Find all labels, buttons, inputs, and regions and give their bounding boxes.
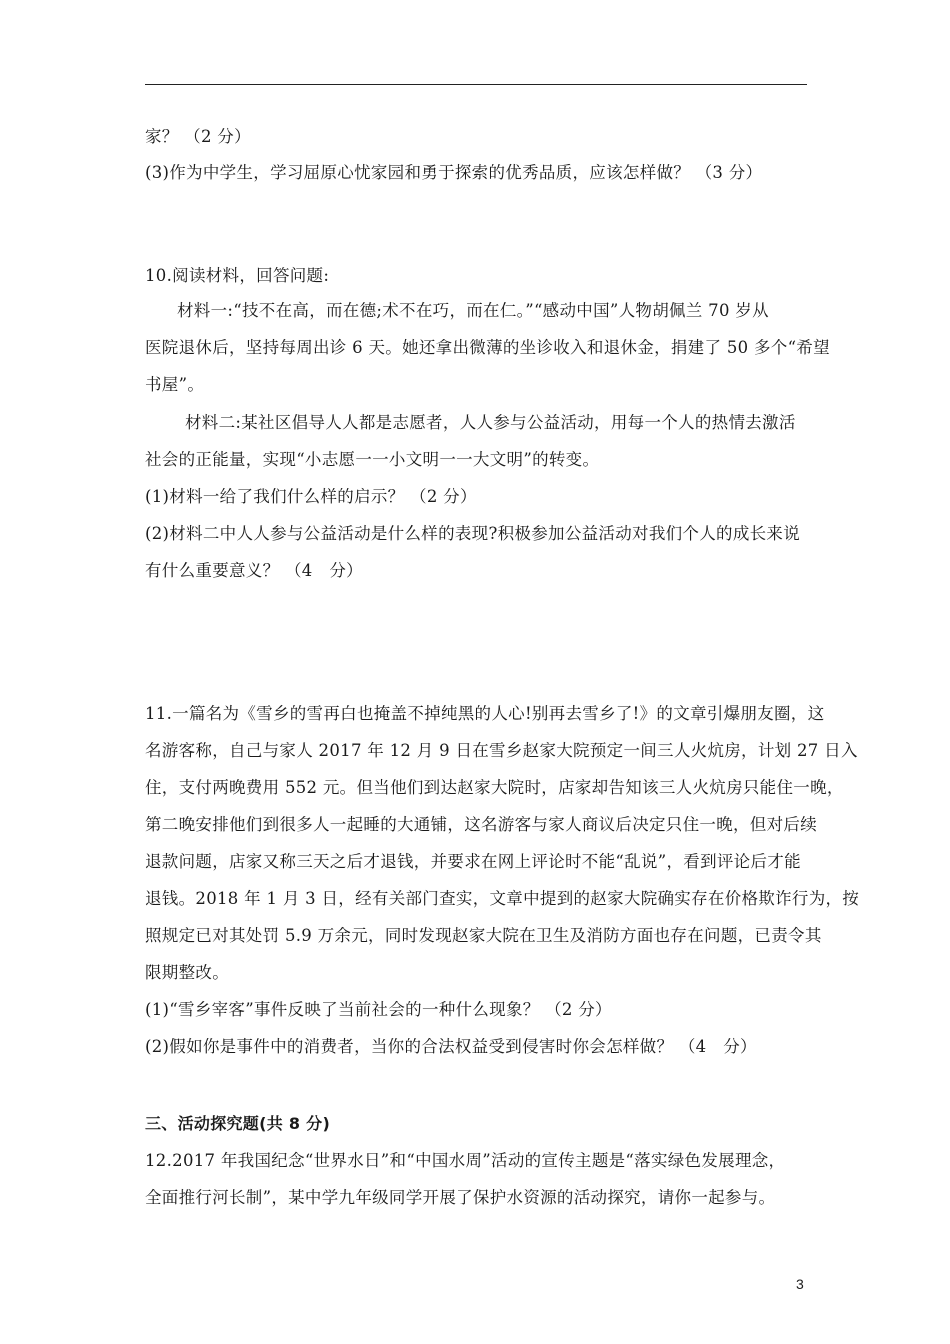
header-rule [145, 84, 807, 85]
text-line: (1)材料一给了我们什么样的启示？ （2 分） [145, 487, 477, 506]
text-line: 材料一:“技不在高，而在德;术不在巧，而在仁。”“感动中国”人物胡佩兰 70 岁从 [177, 301, 769, 320]
text-line: 退款问题，店家又称三天之后才退钱，并要求在网上评论时不能“乱说”，看到评论后才能 [145, 852, 801, 871]
page-number: 3 [796, 1276, 804, 1292]
section-heading: 三、活动探究题(共 8 分) [145, 1114, 331, 1133]
text-line: 照规定已对其处罚 5.9 万余元，同时发现赵家大院在卫生及消防方面也存在问题，已责令其 [145, 926, 822, 945]
text-line: 医院退休后，坚持每周出诊 6 天。她还拿出微薄的坐诊收入和退休金，捐建了 50 多个“希望 [145, 338, 830, 357]
text-line: (1)“雪乡宰客”事件反映了当前社会的一种什么现象？ （2 分） [145, 1000, 612, 1019]
text-line: 退钱。2018 年 1 月 3 日，经有关部门查实，文章中提到的赵家大院确实存在价格欺诈行为，按 [145, 889, 860, 908]
text-line: (3)作为中学生，学习屈原心忧家园和勇于探索的优秀品质，应该怎样做？ （3 分） [145, 163, 763, 182]
text-line: 限期整改。 [145, 963, 229, 982]
text-line: 全面推行河长制”，某中学九年级同学开展了保护水资源的活动探究，请你一起参与。 [145, 1188, 776, 1207]
text-line: (2)材料二中人人参与公益活动是什么样的表现?积极参加公益活动对我们个人的成长来说 [145, 524, 801, 543]
text-line: 材料二:某社区倡导人人都是志愿者，人人参与公益活动，用每一个人的热情去激活 [185, 413, 796, 432]
text-line: 社会的正能量，实现“小志愿一一小文明一一大文明”的转变。 [145, 450, 600, 469]
text-line: 名游客称，自己与家人 2017 年 12 月 9 日在雪乡赵家大院预定一间三人火炕房，计划 27 日入 [145, 741, 858, 760]
text-line: 有什么重要意义？ （4 分） [145, 561, 363, 580]
text-line: 住，支付两晚费用 552 元。但当他们到达赵家大院时，店家却告知该三人火炕房只能住一晚， [145, 778, 844, 797]
text-line: 家？ （2 分） [145, 127, 251, 146]
text-line: 第二晚安排他们到很多人一起睡的大通铺，这名游客与家人商议后决定只住一晚，但对后续 [145, 815, 817, 834]
text-line: 12.2017 年我国纪念“世界水日”和“中国水周”活动的宣传主题是“落实绿色发展理念， [145, 1151, 786, 1170]
question-heading: 10.阅读材料，回答问题: [145, 266, 330, 285]
text-line: 书屋”。 [145, 375, 205, 394]
question-heading: 11.一篇名为《雪乡的雪再白也掩盖不掉纯黑的人心!别再去雪乡了!》的文章引爆朋友圈，这 [145, 704, 825, 723]
text-line: (2)假如你是事件中的消费者，当你的合法权益受到侵害时你会怎样做？ （4 分） [145, 1037, 757, 1056]
